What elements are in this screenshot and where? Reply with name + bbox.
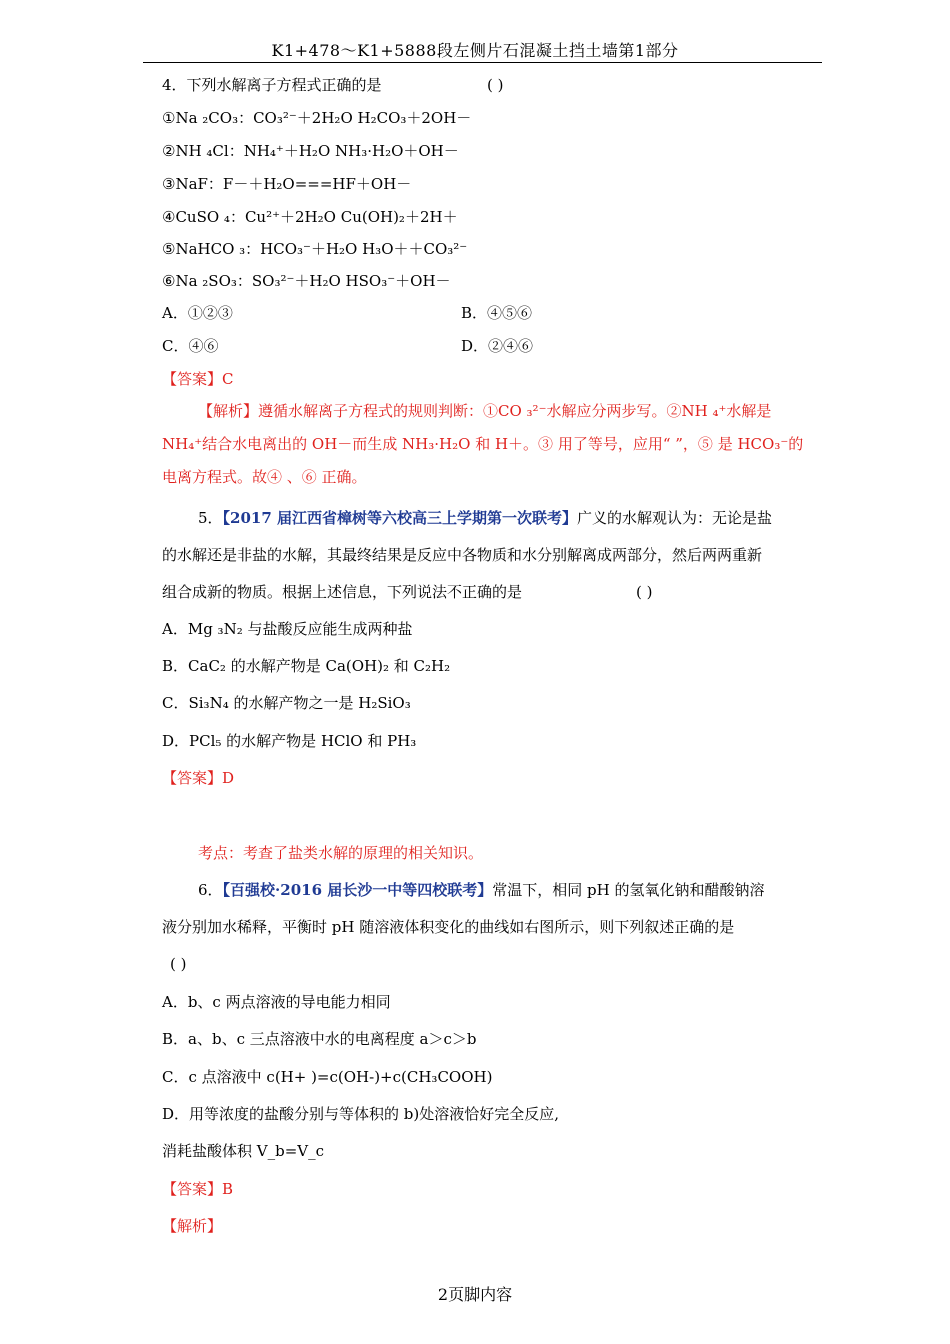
q5-stem-2: 的水解还是非盐的水解，其最终结果是反应中各物质和水分别解离成两部分，然后两两重新	[162, 546, 763, 564]
q4-option-6: ⑥Na ₂SO₃：SO₃²⁻＋H₂O HSO₃⁻＋OH－	[162, 272, 451, 290]
q6-choice-c: C．c 点溶液中 c(H+ )=c(OH-)+c(CH₃COOH)	[162, 1068, 493, 1086]
q6-analysis: 【解析】	[162, 1217, 223, 1235]
q6-answer: 【答案】B	[162, 1180, 234, 1198]
q4-option-4: ④CuSO ₄：Cu²⁺＋2H₂O Cu(OH)₂＋2H＋	[162, 208, 458, 226]
q5-kaodian: 考点：考查了盐类水解的原理的相关知识。	[198, 844, 484, 862]
q4-choice-d: D．②④⑥	[461, 337, 534, 355]
q4-option-5: ⑤NaHCO ₃：HCO₃⁻＋H₂O H₃O＋＋CO₃²⁻	[162, 240, 468, 258]
q6-choice-d-1: D．用等浓度的盐酸分别与等体积的 b)处溶液恰好完全反应,	[162, 1105, 560, 1123]
q4-option-2: ②NH ₄Cl：NH₄⁺＋H₂O NH₃·H₂O＋OH－	[162, 142, 459, 160]
q5-paren: ( )	[636, 583, 653, 601]
q4-option-1: ①Na ₂CO₃：CO₃²⁻＋2H₂O H₂CO₃＋2OH－	[162, 109, 472, 127]
q5-choice-c: C．Si₃N₄ 的水解产物之一是 H₂SiO₃	[162, 694, 411, 712]
q5-choice-a: A．Mg ₃N₂ 与盐酸反应能生成两种盐	[162, 620, 413, 638]
q6-choice-b: B．a、b、c 三点溶液中水的电离程度 a＞c＞b	[162, 1030, 477, 1048]
q5-answer: 【答案】D	[162, 769, 235, 787]
q4-choice-b: B．④⑤⑥	[461, 304, 533, 322]
q4-analysis-line-3: 电离方程式。故④ 、⑥ 正确。	[162, 468, 367, 486]
q4-option-3: ③NaF：F－＋H₂O===HF＋OH－	[162, 175, 412, 193]
q6-choice-d-2: 消耗盐酸体积 V_b=V_c	[162, 1142, 325, 1160]
page-footer: 2页脚内容	[437, 1285, 513, 1304]
q6-line-1	[198, 880, 764, 900]
q6-source: 【百强校·2016 届长沙一中等四校联考】	[222, 881, 493, 899]
q5-stem-1: 广义的水解观认为：无论是盐	[577, 509, 773, 527]
q5-source: 【2017 届江西省樟树等六校高三上学期第一次联考】	[222, 509, 578, 527]
q4-choice-c: C．④⑥	[162, 337, 219, 355]
q4-analysis-line-1: 【解析】遵循水解离子方程式的规则判断：①CO ₃²⁻水解应分两步写。②NH ₄⁺水解是	[198, 402, 772, 420]
q6-stem-2: 液分别加水稀释，平衡时 pH 随溶液体积变化的曲线如右图所示，则下列叙述正确的是	[162, 918, 735, 936]
q5-choice-b: B．CaC₂ 的水解产物是 Ca(OH)₂ 和 C₂H₂	[162, 657, 451, 675]
q6-choice-a: A．b、c 两点溶液的导电能力相同	[162, 993, 391, 1011]
q5-number: 5．	[198, 509, 223, 527]
q6-number: 6．	[198, 881, 223, 899]
page-header: K1+478～K1+5888段左侧片石混凝土挡土墙第1部分	[271, 41, 679, 60]
q4-paren: ( )	[487, 76, 504, 94]
q6-stem-1: 常温下，相同 pH 的氢氧化钠和醋酸钠溶	[492, 881, 765, 899]
q6-paren: ( )	[170, 955, 187, 973]
q5-line-1	[198, 508, 772, 528]
q4-answer: 【答案】C	[162, 370, 234, 388]
q5-stem-3: 组合成新的物质。根据上述信息，下列说法不正确的是	[162, 583, 523, 601]
q4-choice-a: A．①②③	[162, 304, 233, 322]
q4-analysis-line-2: NH₄⁺结合水电离出的 OH－而生成 NH₃·H₂O 和 H＋。③ 用了等号，应用“ ”，⑤ 是 HCO₃⁻的	[162, 435, 804, 453]
q5-choice-d: D．PCl₅ 的水解产物是 HClO 和 PH₃	[162, 732, 417, 750]
q4-stem: 4．下列水解离子方程式正确的是	[162, 76, 382, 94]
header-rule	[143, 62, 822, 63]
